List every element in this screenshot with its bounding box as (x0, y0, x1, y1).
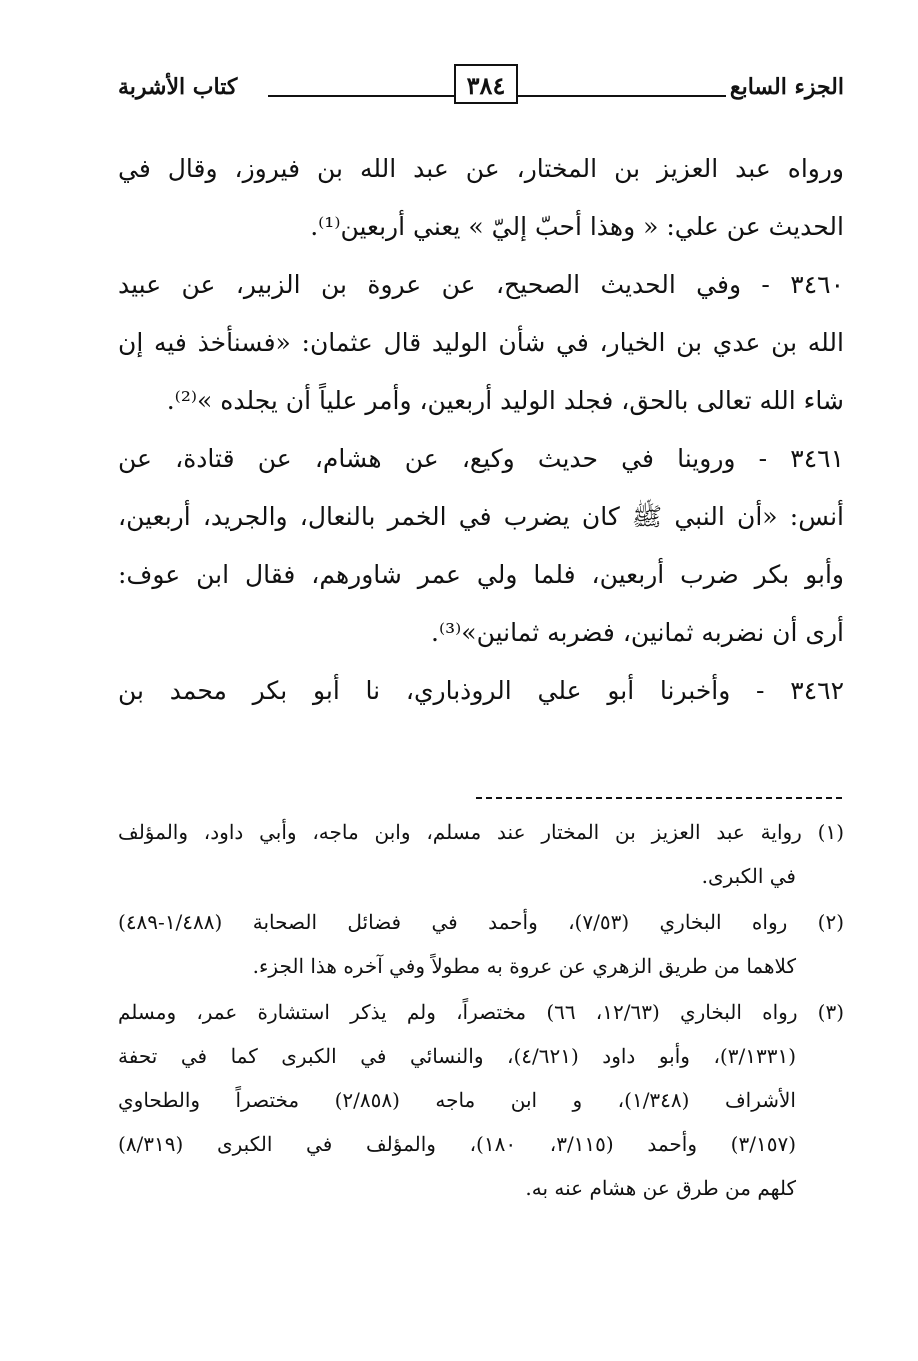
running-header (118, 60, 844, 132)
footnote-line: (٣/١٣٣١)، وأبو داود (٤/٦٢١)، والنسائي في الكبرى كما في تحفة (118, 1044, 797, 1068)
footnote-3 (118, 990, 844, 1210)
footnote-line: كلهم من طرق عن هشام عنه به. (525, 1176, 796, 1200)
footnote-1 (118, 810, 844, 898)
header-rule-left (268, 95, 456, 97)
footnote-line: (٣) رواه البخاري (١٢/٦٣، ٦٦) مختصراً، ولم يذكر استشارة عمر، ومسلم (118, 1000, 845, 1024)
text-line: شاء الله تعالى بالحق، فجلد الوليد أربعين، وأمر علياً أن يجلده »⁽²⁾. (166, 386, 844, 415)
footnote-line: (١) رواية عبد العزيز بن المختار عند مسلم، وابن ماجه، وأبي داود، والمؤلف (118, 820, 844, 844)
text-line: ورواه عبد العزيز بن المختار، عن عبد الله بن فيروز، وقال في (118, 154, 844, 183)
text-line: ٣٤٦٠ - وفي الحديث الصحيح، عن عروة بن الزبير، عن عبيد (118, 270, 844, 299)
text-line: أرى أن نضربه ثمانين، فضربه ثمانين»⁽³⁾. (431, 618, 844, 647)
text-line: ٣٤٦٢ - وأخبرنا أبو علي الروذباري، نا أبو بكر محمد بن (118, 676, 844, 705)
footnote-line: (٣/١٥٧) وأحمد (٣/١١٥، ١٨٠)، والمؤلف في الكبرى (٨/٣١٩) (118, 1132, 797, 1156)
footnote-2 (118, 900, 844, 988)
page-number: ٣٨٤ (454, 64, 518, 104)
footnote-line: الأشراف (١/٣٤٨)، و ابن ماجه (٢/٨٥٨) مختصراً والطحاوي (118, 1088, 796, 1112)
volume-label: الجزء السابع (729, 74, 844, 100)
header-rule-right (516, 95, 726, 97)
footnote-separator (476, 797, 842, 799)
text-line: الله بن عدي بن الخيار، في شأن الوليد قال عثمان: «فسنأخذ فيه إن (118, 328, 844, 357)
text-line: وأبو بكر ضرب أربعين، فلما ولي عمر شاورهم، فقال ابن عوف: (118, 560, 844, 589)
main-text (118, 140, 844, 720)
book-title: كتاب الأشربة (118, 74, 238, 100)
footnotes (118, 810, 844, 1212)
text-line: الحديث عن علي: « وهذا أحبّ إليّ » يعني أربعين⁽¹⁾. (310, 212, 844, 241)
footnote-line: في الكبرى. (701, 864, 796, 888)
footnote-line: (٢) رواه البخاري (٧/٥٣)، وأحمد في فضائل الصحابة (١/٤٨٨-٤٨٩) (118, 910, 845, 934)
text-line: ٣٤٦١ - وروينا في حديث وكيع، عن هشام، عن قتادة، عن (118, 444, 844, 473)
footnote-line: كلاهما من طريق الزهري عن عروة به مطولاً وفي آخره هذا الجزء. (252, 954, 796, 978)
text-line: أنس: «أن النبي ﷺ كان يضرب في الخمر بالنعال، والجريد، أربعين، (118, 502, 844, 531)
